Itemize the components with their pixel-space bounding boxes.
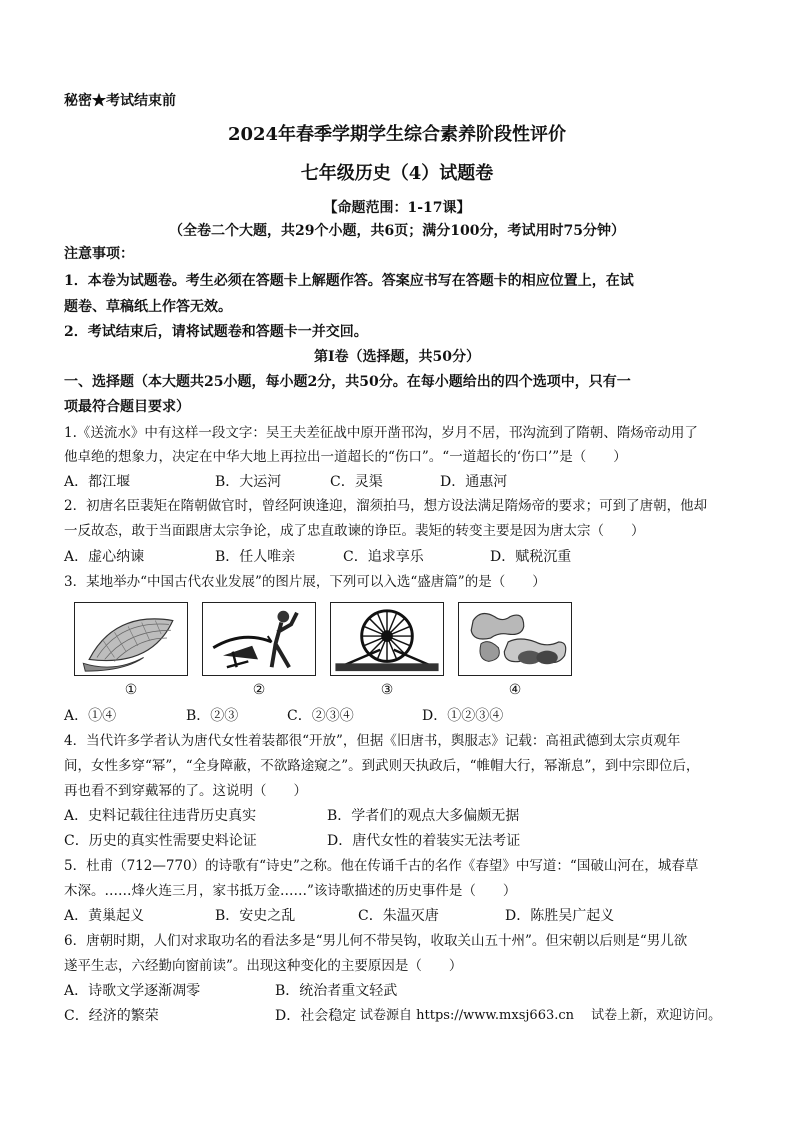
note-1-line-b: 题卷、草稿纸上作答无效。 [64, 299, 232, 315]
q6-option-b: B．统治者重文轻武 [275, 983, 398, 999]
q5-option-c: C．朱温灭唐 [358, 908, 439, 924]
q5-stem-a: 5．杜甫（712—770）的诗歌有“诗史”之称。他在传诵千古的名作《春望》中写道：“国破山河在，城春草 [64, 858, 699, 874]
exam-subtitle: 七年级历史（4）试题卷 [300, 163, 494, 184]
corn-icon [74, 602, 188, 676]
q6-stem-b: 遂平生志，六经勤向窗前读”。出现这种变化的主要原因是（ ） [64, 958, 463, 974]
q5-option-a: A．黄巢起义 [64, 908, 145, 924]
watermark-note: 试卷源自 https://www.mxsj663.cn 试卷上新，欢迎访问。 [360, 1008, 722, 1023]
exam-title: 2024年春季学期学生综合素养阶段性评价 [227, 124, 567, 145]
q5-option-b: B．安史之乱 [215, 908, 296, 924]
q3-picture-label-3: ③ [380, 682, 394, 698]
q2-option-c: C．追求享乐 [343, 549, 424, 565]
exam-scope: 【命题范围：1-17课】 [323, 200, 471, 216]
q3-picture-label-2: ② [252, 682, 266, 698]
notes-heading: 注意事项： [64, 246, 134, 262]
q1-stem-a: 1.《送流水》中有这样一段文字：吴王夫差征战中原开凿邗沟，岁月不居，邗沟流到了隋朝、隋炀帝动用了 [64, 425, 698, 441]
q2-option-a: A．虚心纳谏 [64, 549, 145, 565]
q4-option-d: D．唐代女性的着装实无法考证 [327, 833, 521, 849]
q3-option-b: B．②③ [186, 708, 239, 724]
q2-stem-b: 一反故态，敢于当面跟唐太宗争论，成了忠直敢谏的诤臣。裴矩的转变主要是因为唐太宗（ ） [64, 523, 645, 539]
exam-info: （全卷二个大题，共29个小题，共6页；满分100分，考试用时75分钟） [169, 223, 625, 239]
q3-option-c: C．②③④ [287, 708, 354, 724]
waterwheel-icon [330, 602, 444, 676]
note-2: 2．考试结束后，请将试题卷和答题卡一并交回。 [64, 324, 368, 340]
q4-stem-c: 再也看不到穿戴幂的了。这说明（ ） [64, 783, 307, 799]
q4-option-a: A．史料记载往往违背历史真实 [64, 808, 257, 824]
q3-option-a: A．①④ [64, 708, 117, 724]
part1-intro-b: 项最符合题目要求） [64, 399, 190, 415]
q5-stem-b: 木深。……烽火连三月，家书抵万金……”该诗歌描述的历史事件是（ ） [64, 883, 517, 899]
q6-option-d: D．社会稳定 [275, 1008, 357, 1024]
q1-option-d: D．通惠河 [440, 474, 508, 490]
q2-option-d: D．赋税沉重 [490, 549, 572, 565]
q1-stem-b: 他卓绝的想象力，决定在中华大地上再拉出一道超长的“伤口”。“一道超长的‘伤口’”是（ ） [64, 449, 627, 465]
peanut-icon [458, 602, 572, 676]
q2-option-b: B．任人唯亲 [215, 549, 296, 565]
secret-label: 秘密★考试结束前 [64, 93, 176, 109]
q1-option-c: C．灵渠 [330, 474, 383, 490]
note-1-line-a: 1．本卷为试题卷。考生必须在答题卡上解题作答。答案应书写在答题卡的相应位置上，在试 [64, 273, 634, 289]
q4-option-b: B．学者们的观点大多偏颇无据 [327, 808, 520, 824]
q6-option-c: C．经济的繁荣 [64, 1008, 159, 1024]
q6-option-a: A．诗歌文学逐渐凋零 [64, 983, 201, 999]
q4-stem-b: 间，女性多穿“幂”，“全身障蔽，不欲路途窥之”。到武则天执政后，“帷帽大行，幂渐息”，到中宗即位后， [64, 758, 700, 774]
curved-plow-icon [202, 602, 316, 676]
q3-option-d: D．①②③④ [422, 708, 504, 724]
q2-stem-a: 2．初唐名臣裴矩在隋朝做官时，曾经阿谀逢迎，溜须拍马，想方设法满足隋炀帝的要求；可到了唐朝，他却 [64, 498, 708, 514]
q3-stem: 3．某地举办“中国古代农业发展”的图片展，下列可以入选“盛唐篇”的是（ ） [64, 574, 546, 590]
part1-heading: 第Ⅰ卷（选择题，共50分） [313, 349, 481, 365]
q3-picture-label-1: ① [124, 682, 138, 698]
q1-option-a: A．都江堰 [64, 474, 131, 490]
q1-option-b: B．大运河 [215, 474, 282, 490]
q4-stem-a: 4．当代许多学者认为唐代女性着装都很“开放”，但据《旧唐书，舆服志》记载：高祖武德到太宗贞观年 [64, 733, 681, 749]
q5-option-d: D．陈胜吴广起义 [505, 908, 615, 924]
part1-intro-a: 一、选择题（本大题共25小题，每小题2分，共50分。在每小题给出的四个选项中，只有一 [64, 374, 631, 390]
q4-option-c: C．历史的真实性需要史料论证 [64, 833, 257, 849]
q3-picture-label-4: ④ [508, 682, 522, 698]
q6-stem-a: 6．唐朝时期，人们对求取功名的看法多是“男儿何不带吴钩，收取关山五十州”。但宋朝以后则是“男儿欲 [64, 933, 688, 949]
